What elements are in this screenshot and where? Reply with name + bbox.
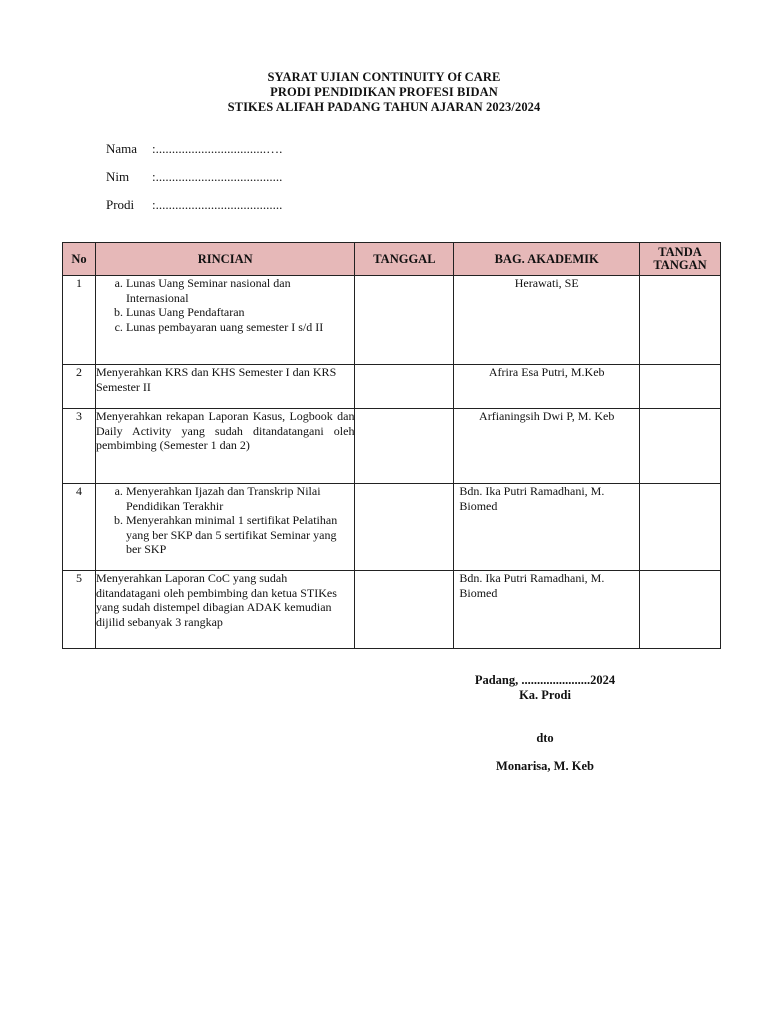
- row-rincian: [95, 276, 355, 365]
- header-title: SYARAT UJIAN CONTINUITY Of CARE: [267, 70, 501, 84]
- row-signature-cell: [640, 276, 721, 365]
- row-akademik: Bdn. Ika Putri Ramadhani, M. Biomed: [454, 571, 640, 649]
- row-signature-cell: [640, 365, 721, 409]
- col-header-rincian: RINCIAN: [95, 243, 355, 276]
- signature-place-date: Padang, ......................2024: [474, 673, 616, 687]
- header-program: PRODI PENDIDIKAN PROFESI BIDAN: [270, 85, 498, 99]
- field-label: Nim: [106, 169, 130, 184]
- row-tanggal-cell: [355, 276, 454, 365]
- row-akademik: Herawati, SE: [454, 276, 640, 365]
- table-row: [63, 484, 721, 571]
- row-rincian: Menyerahkan Laporan CoC yang sudah ditandatagani oleh pembimbing dan ketua STIKes yang sudah distempel dibagian ADAK kemudian dijilid sebanyak 3 rangkap: [95, 571, 355, 649]
- col-header-tangan: TANGAN: [653, 258, 707, 272]
- table-row: [63, 409, 721, 484]
- field-label: Nama: [106, 141, 138, 156]
- field-value: :..................................….: [152, 141, 283, 156]
- row-rincian: [95, 484, 355, 571]
- row-number: 1: [63, 276, 96, 365]
- rincian-item: b. Menyerahkan minimal 1 sertifikat Pelatihan yang ber SKP dan 5 sertifikat Seminar yang ber SKP: [126, 513, 355, 557]
- col-header-akademik: BAG. AKADEMIK: [454, 243, 640, 276]
- signature-note: dto: [536, 731, 554, 745]
- field-nim: [106, 169, 282, 197]
- table-row: [63, 571, 721, 649]
- field-prodi: [106, 197, 282, 225]
- signature-role: Ka. Prodi: [519, 688, 571, 702]
- col-header-tanda: TANDA: [658, 245, 702, 259]
- row-number: 5: [63, 571, 96, 649]
- col-header-tanda-tangan: [640, 243, 721, 276]
- row-rincian: Menyerahkan KRS dan KHS Semester I dan KRS Semester II: [95, 365, 355, 409]
- row-signature-cell: [640, 571, 721, 649]
- signature-name: Monarisa, M. Keb: [496, 759, 594, 773]
- field-label: Prodi: [106, 197, 135, 212]
- field-value: :.......................................: [152, 197, 283, 212]
- row-tanggal-cell: [355, 365, 454, 409]
- rincian-item: a. Menyerahkan Ijazah dan Transkrip Nilai Pendidikan Terakhir: [126, 484, 355, 513]
- row-number: 3: [63, 409, 96, 484]
- col-header-no: No: [63, 243, 96, 276]
- document-header: [0, 70, 768, 115]
- table-header-row: [63, 243, 721, 276]
- row-number: 4: [63, 484, 96, 571]
- row-signature-cell: [640, 484, 721, 571]
- table-row: [63, 276, 721, 365]
- table-row: [63, 365, 721, 409]
- signature-block: [420, 673, 670, 774]
- rincian-list: [96, 484, 355, 557]
- row-number: 2: [63, 365, 96, 409]
- row-akademik: Arfianingsih Dwi P, M. Keb: [454, 409, 640, 484]
- row-tanggal-cell: [355, 409, 454, 484]
- col-header-tanggal: TANGGAL: [355, 243, 454, 276]
- requirements-table: [62, 242, 721, 649]
- field-value: :.......................................: [152, 169, 283, 184]
- row-akademik: Bdn. Ika Putri Ramadhani, M. Biomed: [454, 484, 640, 571]
- student-fields: [106, 141, 282, 225]
- row-signature-cell: [640, 409, 721, 484]
- row-rincian: Menyerahkan rekapan Laporan Kasus, Logbook dan Daily Activity yang sudah ditandatangani oleh pembimbing (Semester 1 dan 2): [95, 409, 355, 484]
- rincian-item: b. Lunas Uang Pendaftaran: [126, 305, 355, 320]
- rincian-item: c. Lunas pembayaran uang semester I s/d II: [126, 320, 355, 335]
- rincian-item: a. Lunas Uang Seminar nasional dan Internasional: [126, 276, 355, 305]
- row-tanggal-cell: [355, 571, 454, 649]
- field-nama: [106, 141, 282, 169]
- row-tanggal-cell: [355, 484, 454, 571]
- row-akademik: Afrira Esa Putri, M.Keb: [454, 365, 640, 409]
- header-institution: STIKES ALIFAH PADANG TAHUN AJARAN 2023/2024: [227, 100, 541, 114]
- rincian-list: [96, 276, 355, 334]
